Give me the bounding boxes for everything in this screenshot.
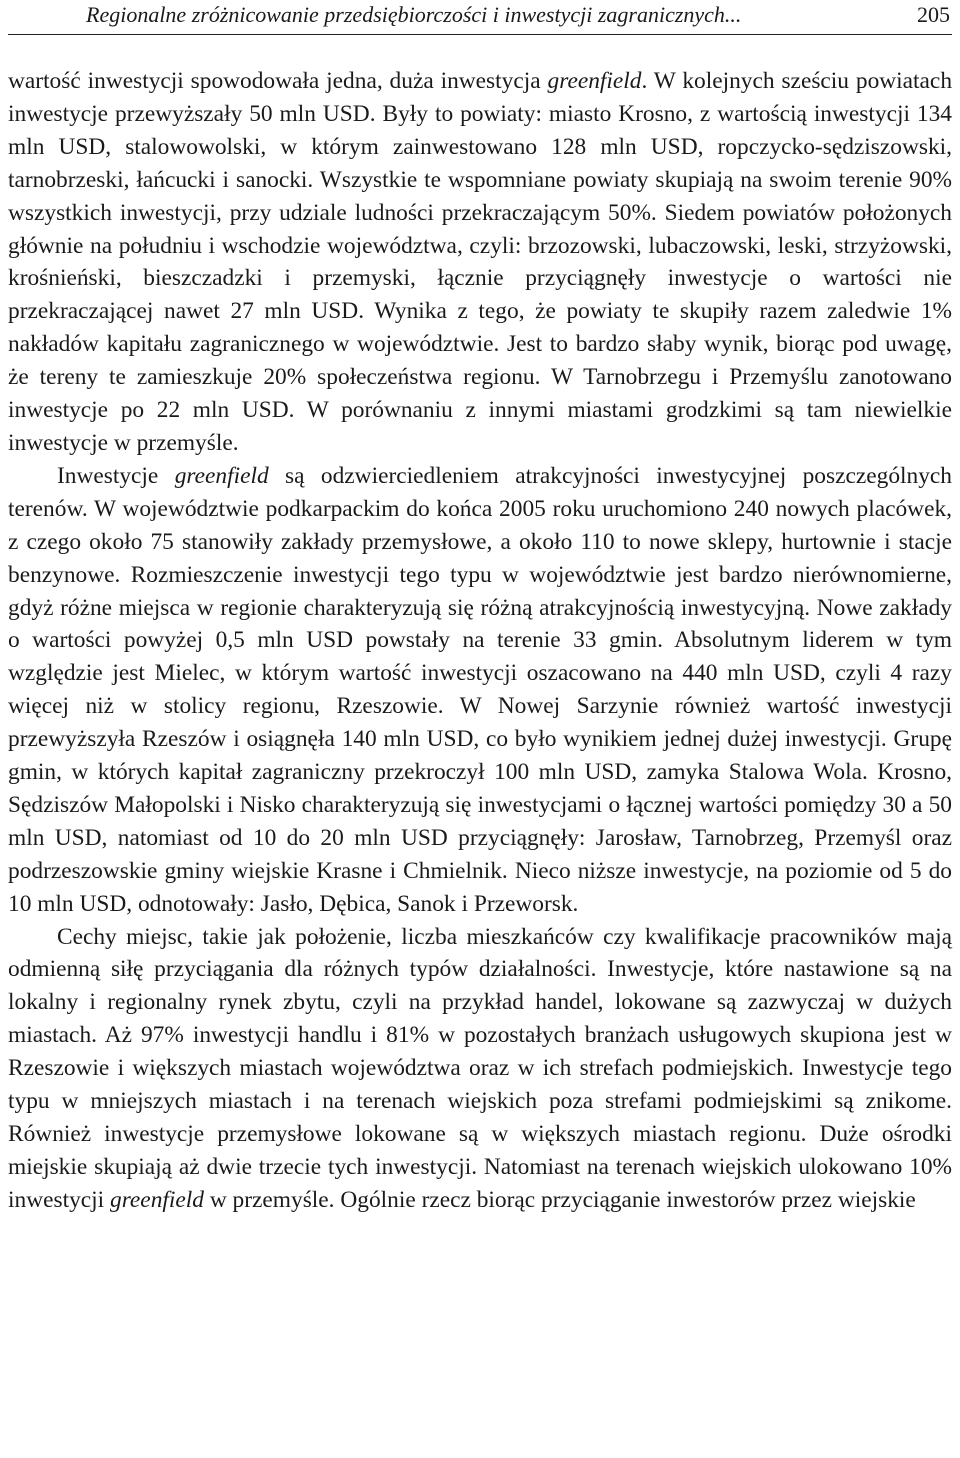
italic-term: greenfield [547,68,642,94]
paragraph [8,460,952,921]
text-segment: są odzwierciedleniem atrakcyjności inwestycyjnej poszczególnych terenów. W województwie podkarpackim do końca 2005 roku uruchomiono 240 nowych placówek, z czego około 75 stanowiły zakłady przemysłowe, a około 110 to nowe sklepy, hurtownie i stacje benzynowe. Rozmieszczenie inwestycji tego typu w województwie jest bardzo nierównomierne, gdyż różne miejsca w regionie charakteryzują się różną atrakcyjnością inwestycyjną. Nowe zakłady o wartości powyżej 0,5 mln USD powstały na terenie 33 gmin. Absolutnym liderem w tym względzie jest Mielec, w którym wartość inwestycji oszacowano na 440 mln USD, czyli 4 razy więcej niż w stolicy regionu, Rzeszowie. W Nowej Sarzynie również wartość inwestycji przewyższyła Rzeszów i osiągnęła 140 mln USD, co było wynikiem jednej dużej inwestycji. Grupę gmin, w których kapitał zagraniczny przekroczył 100 mln USD, zamyka Stalowa Wola. Krosno, Sędziszów Małopolski i Nisko charakteryzują się inwestycjami o łącznej wartości pomiędzy 30 a 50 mln USD, natomiast od 10 do 20 mln USD przyciągnęły: Jarosław, Tarnobrzeg, Przemyśl oraz podrzeszowskie gminy wiejskie Krasne i Chmielnik. Nieco niższe inwestycje, na poziomie od 5 do 10 mln USD, odnotowały: Jasło, Dębica, Sanok i Przeworsk. [8,462,952,917]
italic-term: greenfield [110,1186,204,1213]
text-segment: w przemyśle. Ogólnie rzecz biorąc przyciąganie inwestorów przez wiejskie [203,1186,916,1213]
running-title: Regionalne zróżnicowanie przedsiębiorczości i inwestycji zagranicznych... [86,2,742,27]
paragraph [8,921,952,1217]
text-segment: . W kolejnych sześciu powiatach inwestycje przewyższały 50 mln USD. Były to powiaty: miasto Krosno, z wartością inwestycji 134 mln USD, stalowowolski, w którym zainwestowano 128 mln USD, ropczycko-sędziszowski, tarnobrzeski, łańcucki i sanocki. Wszystkie te wspomniane powiaty skupiają na swoim terenie 90% wszystkich inwestycji, przy udziale ludności przekraczającym 50%. Siedem powiatów położonych głównie na południu i wschodzie województwa, czyli: brzozowski, lubaczowski, leski, strzyżowski, krośnieński, bieszczadzki i przemyski, łącznie przyciągnęły inwestycje o wartości nie przekraczającej nawet 27 mln USD. Wynika z tego, że powiaty te skupiły razem zaledwie 1% nakładów kapitału zagranicznego w województwie. Jest to bardzo słaby wynik, biorąc pod uwagę, że tereny te zamieszkuje 20% społeczeństwa regionu. W Tarnobrzegu i Przemyślu zanotowano inwestycje po 22 mln USD. W porównaniu z innymi miastami grodzkimi są tam niewielkie inwestycje w przemyśle. [8,68,953,456]
page-number: 205 [917,2,950,27]
italic-term: greenfield [174,462,269,489]
body-text [8,65,952,1217]
running-header [8,0,952,35]
text-segment: Cechy miejsc, takie jak położenie, liczba mieszkańców czy kwalifikacje pracowników mają odmienną siłę przyciągania dla różnych typów działalności. Inwestycje, które nastawione są na lokalny i regionalny rynek zbytu, czyli na przykład handel, lokowane są zazwyczaj w dużych miastach. Aż 97% inwestycji handlu i 81% w pozostałych branżach usługowych skupiona jest w Rzeszowie i większych miastach województwa oraz w ich strefach podmiejskich. Inwestycje tego typu w mniejszych miastach i na terenach wiejskich poza strefami podmiejskimi są znikome. Również inwestycje przemysłowe lokowane są w większych miastach regionu. Duże ośrodki miejskie skupiają aż dwie trzecie tych inwestycji. Natomiast na terenach wiejskich ulokowano 10% inwestycji [8,923,952,1213]
text-segment: wartość inwestycji spowodowała jedna, duża inwestycja [8,68,548,94]
text-segment: Inwestycje [57,462,175,489]
document-page [8,0,952,1217]
paragraph [8,65,952,460]
